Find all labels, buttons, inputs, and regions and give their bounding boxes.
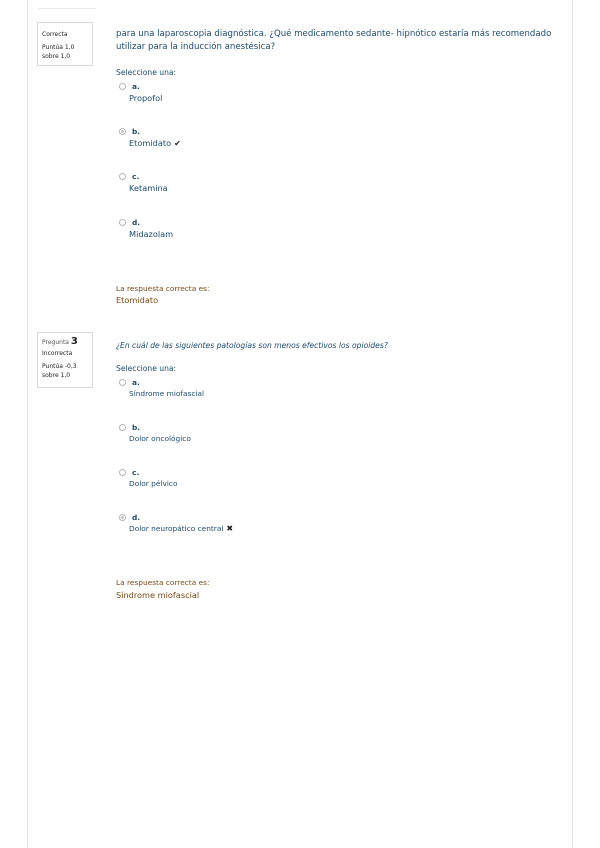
option-text-wrap [129,524,233,533]
question-2-info [37,22,93,66]
option-letter: c. [132,172,140,181]
question-number [42,336,88,347]
radio-button[interactable] [119,424,126,431]
option-letter: b. [132,127,141,136]
question-grade [42,43,88,61]
question-3-info [37,332,93,388]
option-text-wrap [129,138,181,148]
question-2-feedback-label: La respuesta correcta es: [116,284,210,293]
option-letter: a. [132,378,140,387]
page-right-border [572,0,573,848]
question-grade [42,362,88,380]
question-2-feedback-value: Etomidato [116,295,159,305]
radio-button[interactable] [119,469,126,476]
question-2-prompt: Seleccione una: [116,68,177,77]
question-3-text: ¿En cuál de las siguientes patologías son menos efectivos los opioides? [116,341,388,350]
question-3-feedback-label: La respuesta correcta es: [116,578,210,587]
option-letter: c. [132,468,140,477]
grade-max: sobre 1,0 [42,53,71,60]
radio-button[interactable] [119,379,126,386]
grade-max: sobre 1,0 [42,372,71,379]
grade-score: Puntúa -0,3 [42,363,77,370]
question-state: Incorrecta [42,350,73,357]
option-text: Propofol [129,93,163,103]
option-letter: d. [132,513,141,522]
option-text: Síndrome miofascial [129,389,205,398]
option-letter: d. [132,218,141,227]
option-text: Midazolam [129,229,174,239]
question-3-prompt: Seleccione una: [116,364,177,373]
incorrect-x-icon: ✖ [226,524,234,533]
radio-button-selected[interactable] [119,128,126,135]
grade-score: Puntúa 1,0 [42,44,75,51]
correct-check-icon: ✔ [174,139,181,148]
option-text: Etomidato [129,138,172,148]
page-left-border [27,0,28,848]
radio-button[interactable] [119,173,126,180]
option-text: Dolor neuropático central [129,524,224,533]
question-label: Pregunta [42,339,69,346]
option-text: Dolor pélvico [129,479,178,488]
question-number-value: 3 [70,336,78,347]
option-letter: a. [132,82,140,91]
option-letter: b. [132,423,141,432]
radio-button[interactable] [119,219,126,226]
question-2-text: para una laparoscopia diagnóstica. ¿Qué medicamento sedante- hipnótico estaría más recomendado utilizar para la inducción anestésica? [116,29,552,52]
radio-button-selected[interactable] [119,514,126,521]
top-divider [38,8,96,9]
option-text: Dolor oncológico [129,434,191,443]
radio-button[interactable] [119,83,126,90]
question-state: Correcta [42,31,68,38]
option-text: Ketamina [129,183,168,193]
question-3-feedback-value: Síndrome miofascial [116,590,200,600]
